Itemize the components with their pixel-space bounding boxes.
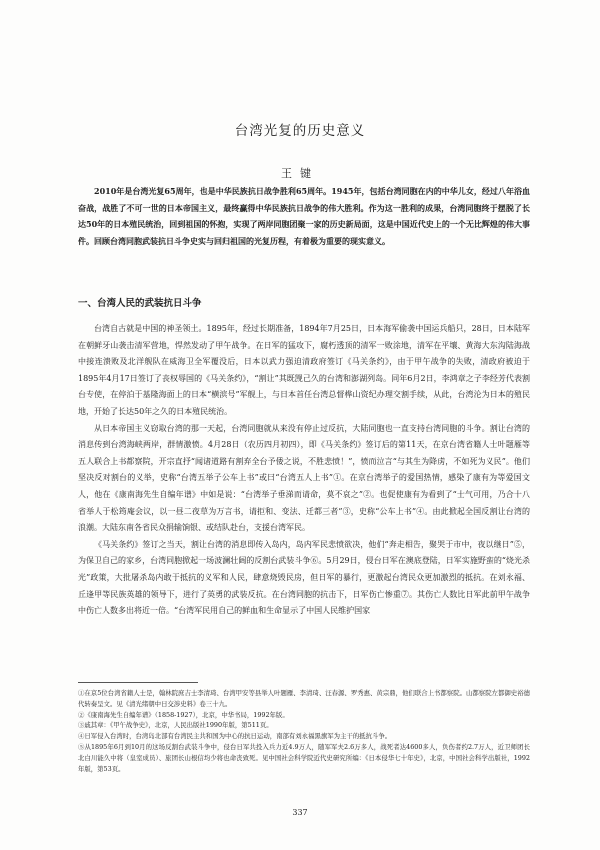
page-number: 337 — [292, 808, 308, 817]
footnote-1: ①在京5位台湾省籍人士是，翰林院庶吉士李清琦、台湾甲安等县举人叶题雁、李清琦、汪春源、罗秀惠、黄宗鼎，他们联合上书都察院。山都察院左都御史裕德代转奏呈文。见《清光绪朝中日交涉史料》卷三十九。 — [78, 689, 530, 708]
footnote-2: ②《康南海先生自编年谱》（1858-1927），北京，中华书局，1992年版。 — [78, 710, 289, 719]
footnotes — [78, 688, 530, 774]
body-paragraph-3: 《马关条约》签订之当天，割让台湾的消息即传入岛内，岛内军民悲愤欲决，他们“奔走相告，聚哭于市中，夜以继日”⑤，为保卫自己的家乡，台湾同胞掀起一场波澜壮阔的反割台武装斗争⑥。5月29日，侵台日军在澳底登陆，日军实施野蛮的“烧光杀光”政策，大批屠杀岛内敢于抵抗的义军和人民，肆意烧毁民房，但日军的暴行，更激起台湾民众更加激烈的抵抗。在刘永福、丘逢甲等民族英雄的领导下，进行了英勇的武装反抗。在台湾同胞的抗击下，日军伤亡惨重⑦。其伤亡人数比日军此前甲午战争中伤亡人数多出将近一倍。“台湾军民用自己的鲜血和生命显示了中国人民维护国家 — [78, 539, 530, 616]
article-title: 台湾光复的历史意义 — [234, 123, 366, 139]
footnote-5: ⑤从1895年6月到10月的这场反割台武装斗争中，侵台日军共投入兵力近4.9万人，随军军夫2.6万多人，战死者达4600多人，负伤者约2.7万人，近卫师团长北白川能久中将（皇室成员）、旅团长山根信均少将也命丧致死。见中国社会科学院近代史研究所编：《日本侵华七十年史》，北京，中国社会科学出版社，1992年版，第53页。 — [78, 742, 530, 773]
body-paragraph-2: 从日本帝国主义窃取台湾的那一天起，台湾同胞就从来没有停止过反抗，大陆同胞也一直支持台湾同胞的斗争。割让台湾的消息传到台湾海峡两岸，群情激愤。4月28日（农历四月初四），即《马关条约》签订后的第11天，在京台湾省籍人士叶题雁等五人联合上书都察院，开宗直抒“闻诸道路有割弃全台予倭之说，不胜悲愤！”，愤而泣言“与其生为降虏，不如死为义民”。他们坚决反对割台的义举，史称“台湾五举子公车上书”或曰“台湾五人上书”①。在京台湾举子的爱国热情，感染了康有为等爱国文人，他在《康南海先生自编年谱》中如是说：“台湾举子垂涕而请命，莫不哀之”②。也促使康有为看到了“士气可用，乃合十八省举人于松筠庵会议，以一昼二夜草为万言书，请拒和、变法、迁都三者”③，史称“公车上书”④。由此掀起全国反割让台湾的浪潮。大陆东南各省民众捐输饷银、或结队赴台，支援台湾军民。 — [78, 423, 530, 533]
article-author: 王键 — [281, 167, 319, 180]
footnote-divider — [78, 682, 198, 683]
intro-paragraph: 2010年是台湾光复65周年，也是中华民族抗日战争胜利65周年。1945年，包括台湾同胞在内的中华儿女，经过八年浴血奋战，战胜了不可一世的日本帝国主义，最终赢得中华民族抗日战争的伟大胜利。作为这一胜利的成果，台湾同胞终于摆脱了长达50年的日本殖民统治，回到祖国的怀抱，实现了两岸同胞团聚一家的历史新局面，这是中国近代史上的一个无比辉煌的伟大事件。回顾台湾同胞武装抗日斗争史实与回归祖国的光复历程，有着极为重要的现实意义。 — [78, 186, 530, 246]
section-heading: 一、台湾人民的武装抗日斗争 — [78, 298, 202, 309]
intro-block — [78, 183, 530, 249]
footnote-3: ③戚其章：《甲午战争史》，北京，人民出版社1990年版，第511页。 — [78, 721, 273, 730]
footnote-4: ④日军侵入台湾时，台湾岛北部有台湾民主共和国为中心的抗日运动，南部有刘永福黑旗军为主干的抵抗斗争。 — [78, 732, 392, 741]
section-body — [78, 321, 530, 620]
body-paragraph-1: 台湾自古就是中国的神圣领土。1895年，经过长期准备，1894年7月25日，日本海军偷袭中国运兵船只，28日，日本陆军在朝鲜牙山袭击清军营地，悍然发动了甲午战争。在日军的猛攻下，腐朽透顶的清军一败涂地，清军在平壤、黄海大东沟陆海战中接连溃败及北洋舰队在威海卫全军覆没后，日本以武力强迫清政府签订《马关条约》，由于甲午战争的失败，清政府被迫于1895年4月17日签订了丧权辱国的《马关条约》，“割让”其既觊己久的台湾和澎湖列岛。同年6月2日，李鸿章之子李经芳代表割台专使，在停泊于基隆海面上的日本“横滨号”军舰上，与日本首任台湾总督桦山资纪办理交割手续，从此，台湾沦为日本的殖民地，开始了长达50年之久的日本殖民统治。 — [78, 324, 530, 416]
